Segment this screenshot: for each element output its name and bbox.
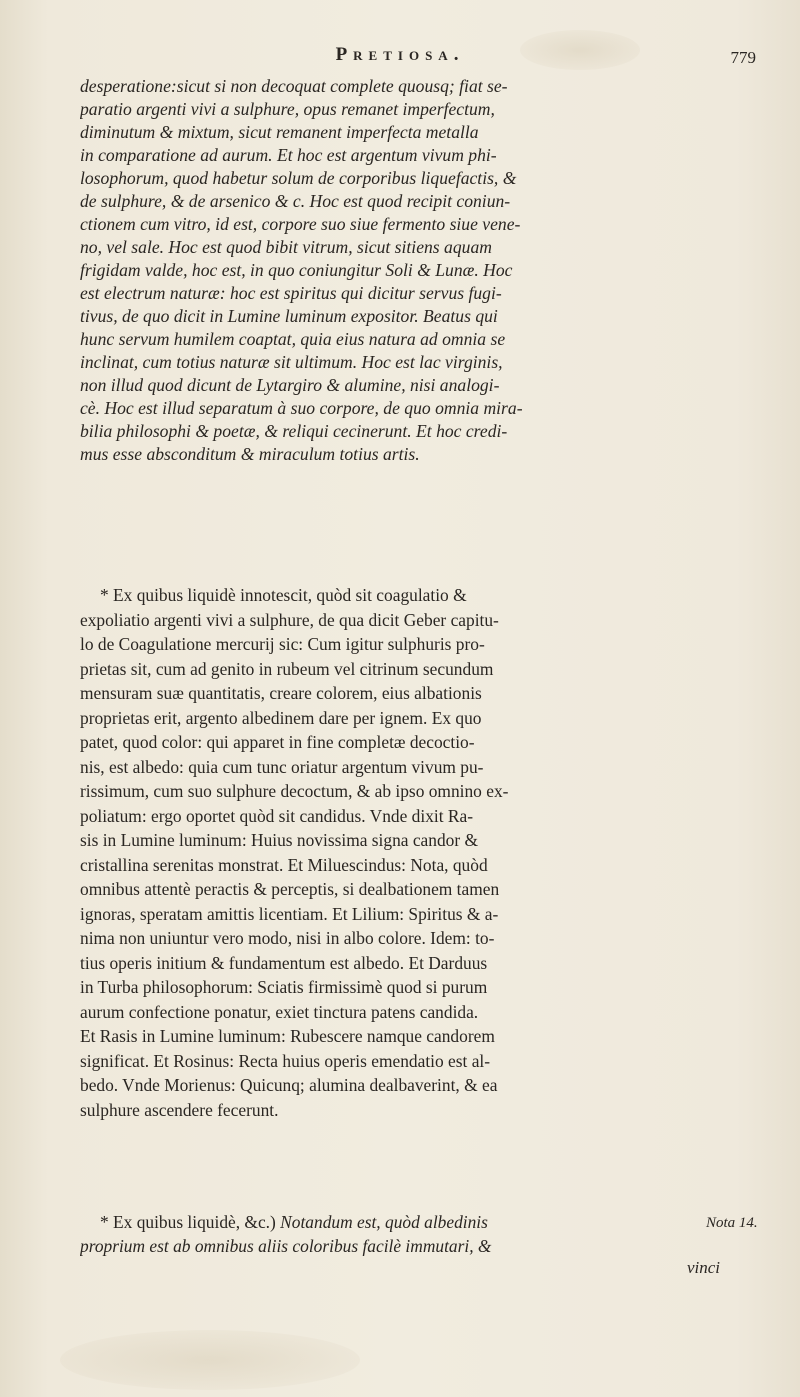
text-line: sis in Lumine luminum: Huius novissima signa candor & [80,830,479,850]
note-text: proprium est ab omnibus aliis coloribus facilè immutari, & [80,1236,492,1256]
text-line: poliatum: ergo oportet quòd sit candidus. Vnde dixit Ra- [80,805,474,826]
text-line: mus esse absconditum & miraculum totius artis. [80,444,420,464]
text-line: prietas sit, cum ad genito in rubeum vel citrinum secundum [80,658,494,679]
text-line: omnibus attentè peractis & perceptis, si dealbationem tamen [80,879,500,899]
margin-note: Nota 14. [706,1215,758,1231]
text-line: bedo. Vnde Morienus: Quicunq; alumina dealbaverint, & ea [80,1075,498,1095]
text-line: * Ex quibus liquidè innotescit, quòd sit coagulatio & [100,585,467,605]
text-line: ignoras, speratam amittis licentiam. Et Lilium: Spiritus & a- [80,903,499,924]
text-line: significat. Et Rosinus: Recta huius operis emendatio est al- [80,1050,491,1071]
text-line: desperatione:sicut si non decoquat complete quousq; fiat se- [80,76,508,96]
text-line [80,1234,770,1258]
text-line: Et Rasis in Lumine luminum: Rubescere namque candorem [80,1026,495,1046]
text-line: paratio argenti vivi a sulphure, opus remanet imperfectum, [80,99,495,119]
text-line: ctionem cum vitro, id est, corpore suo siue fermento siue vene- [80,214,521,234]
running-title: Pretiosa. [335,44,465,65]
text-line [80,1210,770,1234]
text-line: hunc servum humilem coaptat, quia eius natura ad omnia se [80,329,506,349]
text-line: in comparatione ad aurum. Et hoc est argentum vivum phi- [80,145,497,165]
text-line: mensuram suæ quantitatis, creare colorem, eius albationis [80,683,482,703]
text-line: bilia philosophi & poetæ, & reliqui cecinerunt. Et hoc credi- [80,421,508,441]
text-line: nis, est albedo: quia cum tunc oriatur argentum vivum pu- [80,756,484,777]
text-line: frigidam valde, hoc est, in quo coniungitur Soli & Lunæ. Hoc [80,260,513,280]
text-line: tivus, de quo dicit in Lumine luminum expositor. Beatus qui [80,306,498,326]
lemma-text: * Ex quibus liquidè, &c.) [100,1212,281,1232]
paper-stain [60,1330,360,1390]
text-line: rissimum, cum suo sulphure decoctum, & ab ipso omnino ex- [80,781,509,801]
text-line: nima non uniuntur vero modo, nisi in albo colore. Idem: to- [80,928,495,948]
text-line: losophorum, quod habetur solum de corporibus liquefactis, & [80,168,517,188]
text-line: no, vel sale. Hoc est quod bibit vitrum, sicut sitiens aquam [80,237,492,257]
page-header [0,44,800,74]
italic-paragraph [80,75,748,466]
text-line: in Turba philosophorum: Sciatis firmissimè quod si purum [80,977,488,997]
text-line: proprietas erit, argento albedinem dare per ignem. Ex quo [80,707,482,728]
text-line: lo de Coagulatione mercurij sic: Cum igitur sulphuris pro- [80,634,485,654]
text-line: tius operis initium & fundamentum est albedo. Et Darduus [80,952,488,973]
text-line: aurum confectione ponatur, exiet tinctura patens candida. [80,1001,479,1022]
text-line: de sulphure, & de arsenico & c. Hoc est quod recipit coniun- [80,191,511,211]
note-text: Notandum est, quòd albedinis [280,1212,488,1232]
catchword: vinci [686,1258,720,1277]
text-line: sulphure ascendere fecerunt. [80,1099,279,1120]
text-line: inclinat, cum totius naturæ sit ultimum. Hoc est lac virginis, [80,352,503,372]
text-line: non illud quod dicunt de Lytargiro & alumine, nisi analogi- [80,375,500,395]
text-line: patet, quod color: qui apparet in fine completæ decoctio- [80,732,475,752]
closing-paragraph [80,1210,770,1258]
text-line: cristallina serenitas monstrat. Et Miluescindus: Nota, quòd [80,854,488,875]
page-number: 779 [730,48,756,67]
text-line: diminutum & mixtum, sicut remanent imperfecta metalla [80,122,479,142]
commentary-paragraph [80,583,748,1122]
text-line: expoliatio argenti vivi a sulphure, de qua dicit Geber capitu- [80,609,499,630]
text-line: est electrum naturæ: hoc est spiritus qui dicitur servus fugi- [80,283,502,303]
text-line: cè. Hoc est illud separatum à suo corpore, de quo omnia mira- [80,398,523,418]
